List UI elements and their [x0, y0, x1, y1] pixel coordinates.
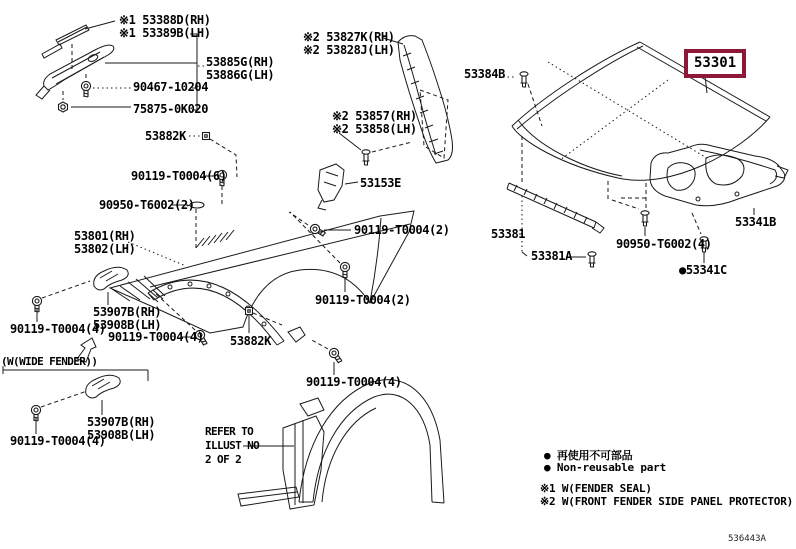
- clip-icon: [362, 150, 370, 165]
- clip-icon: [246, 308, 253, 315]
- part-label-90119-4-bot[interactable]: 90119-T0004(4): [10, 434, 106, 448]
- part-label-53886g[interactable]: 53886G(LH): [206, 68, 275, 82]
- part-label-53153e[interactable]: 53153E: [360, 176, 401, 190]
- part-label-90950-4[interactable]: 90950-T6002(4): [616, 237, 712, 251]
- part-label-53389b[interactable]: ※1 53389B(LH): [119, 26, 211, 40]
- clip-icon: [520, 72, 528, 87]
- note-refer-line1: REFER TO: [205, 425, 254, 438]
- part-label-53384b[interactable]: 53384B: [464, 67, 505, 81]
- part-label-53907b-1[interactable]: 53907B(RH): [93, 305, 162, 319]
- part-label-90950-2[interactable]: 90950-T6002(2): [99, 198, 195, 212]
- part-label-53908b-1[interactable]: 53908B(LH): [93, 318, 162, 332]
- part-label-53801[interactable]: 53801(RH): [74, 229, 136, 243]
- part-label-53885g[interactable]: 53885G(RH): [206, 55, 275, 69]
- bolt-icon: [328, 347, 344, 365]
- part-label-53858[interactable]: ※2 53858(LH): [332, 122, 417, 136]
- part-label-90119-4-left[interactable]: 90119-T0004(4): [10, 322, 106, 336]
- part-label-53388d[interactable]: ※1 53388D(RH): [119, 13, 211, 27]
- part-label-53341b[interactable]: 53341B: [735, 215, 776, 229]
- hood-insulator-drawing: [650, 144, 788, 206]
- part-label-53827k[interactable]: ※2 53827K(RH): [303, 30, 395, 44]
- part-label-53301: 53301: [694, 55, 737, 71]
- part-label-53882k-top[interactable]: 53882K: [145, 129, 186, 143]
- clip-icon: [203, 133, 210, 140]
- cowl-bracket-drawing: [318, 164, 344, 210]
- part-label-53907b-2[interactable]: 53907B(RH): [87, 415, 156, 429]
- part-label-53341c[interactable]: ●53341C: [679, 263, 727, 277]
- part-label-53857[interactable]: ※2 53857(RH): [332, 109, 417, 123]
- part-label-53381[interactable]: 53381: [491, 227, 526, 241]
- part-label-90119-2b[interactable]: 90119-T0004(2): [315, 293, 411, 307]
- note-refer-line2: ILLUST NO: [205, 439, 260, 452]
- part-label-90467[interactable]: 90467-10204: [133, 80, 209, 94]
- part-label-75875[interactable]: 75875-0K020: [133, 102, 209, 116]
- part-label-53381a[interactable]: 53381A: [531, 249, 572, 263]
- legend-non-reusable-en: ● Non-reusable part: [544, 461, 667, 474]
- part-label-53882k-mid[interactable]: 53882K: [230, 334, 271, 348]
- fender-seal-drawing: [36, 25, 114, 100]
- bolt-icon: [340, 262, 349, 278]
- mudguard-bracket-wide-drawing: [86, 375, 121, 398]
- part-label-53828j[interactable]: ※2 53828J(LH): [303, 43, 395, 57]
- mudguard-bracket-drawing: [94, 267, 129, 290]
- legend-note-2: ※2 W(FRONT FENDER SIDE PANEL PROTECTOR): [540, 495, 794, 508]
- hood-seal-drawing: [507, 183, 604, 233]
- note-refer-line3: 2 OF 2: [205, 453, 242, 466]
- nut-icon: [59, 102, 68, 112]
- part-label-90119-4-mid[interactable]: 90119-T0004(4): [108, 330, 204, 344]
- part-label-90119-4-mb[interactable]: 90119-T0004(4): [306, 375, 402, 389]
- part-label-90119-6[interactable]: 90119-T0004(6): [131, 169, 227, 183]
- legend-non-reusable-jp: ● 再使用不可部品: [544, 449, 633, 462]
- part-label-53802[interactable]: 53802(LH): [74, 242, 136, 256]
- part-label-90119-2a[interactable]: 90119-T0004(2): [354, 223, 450, 237]
- figure-code: 536443A: [728, 534, 766, 544]
- clip-icon: [588, 252, 596, 267]
- clip-icon: [641, 211, 649, 226]
- legend-note-1: ※1 W(FENDER SEAL): [540, 482, 652, 495]
- part-label-53908b-2[interactable]: 53908B(LH): [87, 428, 156, 442]
- fender-liner-drawing: [238, 380, 444, 509]
- note-wide-fender: (W(WIDE FENDER)): [1, 355, 98, 368]
- bolt-icon: [81, 81, 90, 97]
- highlighted-part-callout-53301[interactable]: [684, 49, 746, 78]
